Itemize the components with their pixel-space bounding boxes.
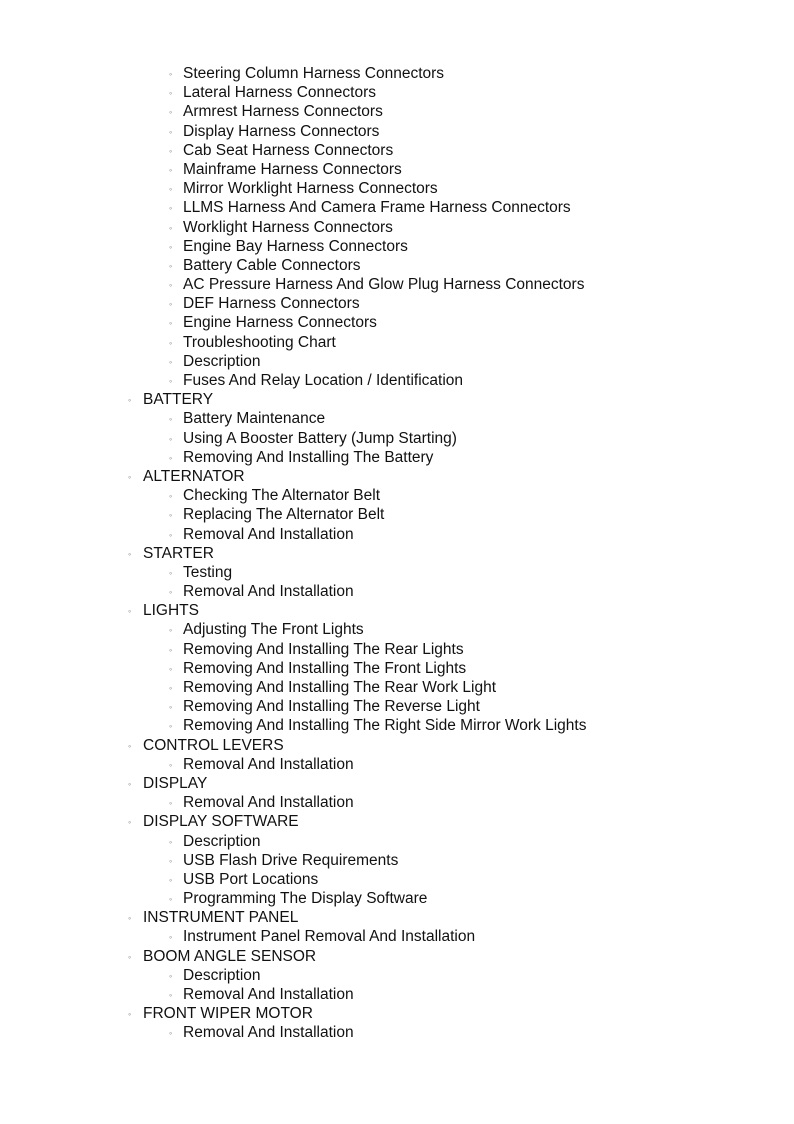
subsection-label: Battery Maintenance — [183, 410, 326, 428]
bullet-circle-icon: ◦ — [169, 970, 173, 981]
subsection-label: Replacing The Alternator Belt — [183, 506, 385, 524]
section-heading-label: BOOM ANGLE SENSOR — [143, 947, 317, 965]
bullet-circle-icon: ◦ — [128, 778, 132, 789]
bullet-circle-icon: ◦ — [128, 951, 132, 962]
bullet-circle-icon: ◦ — [169, 241, 173, 252]
subsection-label: Removing And Installing The Rear Lights — [183, 640, 464, 658]
bullet-circle-icon: ◦ — [169, 625, 173, 636]
subsection-item — [0, 218, 794, 237]
subsection-label: Removing And Installing The Right Side Mirror Work Lights — [183, 717, 587, 735]
subsection-label: Removal And Installation — [183, 794, 354, 812]
section-heading-item — [0, 544, 794, 563]
subsection-item — [0, 793, 794, 812]
subsection-item — [0, 659, 794, 678]
subsection-item — [0, 122, 794, 141]
subsection-item — [0, 851, 794, 870]
subsection-label: Programming The Display Software — [183, 890, 428, 908]
section-heading-item — [0, 947, 794, 966]
bullet-circle-icon: ◦ — [169, 145, 173, 156]
subsection-item — [0, 429, 794, 448]
subsection-item — [0, 1023, 794, 1042]
bullet-circle-icon: ◦ — [169, 337, 173, 348]
subsection-label: Removal And Installation — [183, 525, 354, 543]
subsection-label: Removal And Installation — [183, 986, 354, 1003]
subsection-item — [0, 448, 794, 467]
subsection-label: Removing And Installing The Rear Work Light — [183, 679, 497, 696]
subsection-label: Engine Bay Harness Connectors — [183, 237, 408, 255]
subsection-item — [0, 160, 794, 179]
subsection-item — [0, 102, 794, 121]
bullet-circle-icon: ◦ — [169, 836, 173, 847]
section-heading-item — [0, 812, 794, 831]
section-heading-label: STARTER — [143, 544, 214, 562]
section-heading-label: INSTRUMENT PANEL — [143, 909, 299, 927]
subsection-item — [0, 505, 794, 524]
subsection-item — [0, 294, 794, 313]
section-heading-label: CONTROL LEVERS — [143, 736, 284, 754]
subsection-label: Checking The Alternator Belt — [183, 487, 381, 505]
bullet-circle-icon: ◦ — [169, 376, 173, 386]
bullet-circle-icon: ◦ — [169, 164, 173, 175]
bullet-circle-icon: ◦ — [169, 510, 173, 521]
bullet-circle-icon: ◦ — [169, 491, 173, 502]
section-heading-item — [0, 601, 794, 620]
subsection-label: Removing And Installing The Reverse Light — [183, 698, 480, 716]
subsection-item — [0, 755, 794, 774]
section-heading-label: BATTERY — [143, 391, 214, 409]
bullet-circle-icon: ◦ — [169, 990, 173, 1000]
section-heading-item — [0, 390, 794, 409]
subsection-item — [0, 409, 794, 428]
bullet-circle-icon: ◦ — [169, 318, 173, 329]
bullet-circle-icon: ◦ — [169, 222, 173, 233]
subsection-item — [0, 198, 794, 217]
subsection-label: Using A Booster Battery (Jump Starting) — [183, 429, 457, 447]
subsection-label: AC Pressure Harness And Glow Plug Harness Connectors — [183, 276, 585, 294]
bullet-circle-icon: ◦ — [169, 356, 173, 367]
subsection-item — [0, 640, 794, 659]
bullet-circle-icon: ◦ — [169, 88, 173, 99]
bullet-circle-icon: ◦ — [169, 721, 173, 732]
bullet-circle-icon: ◦ — [169, 69, 173, 79]
bullet-circle-icon: ◦ — [169, 433, 173, 444]
bullet-circle-icon: ◦ — [169, 798, 173, 809]
subsection-label: Armrest Harness Connectors — [183, 103, 383, 121]
bullet-circle-icon: ◦ — [169, 702, 173, 713]
bullet-circle-icon: ◦ — [169, 855, 173, 866]
subsection-item — [0, 985, 794, 1004]
bullet-circle-icon: ◦ — [128, 548, 132, 559]
bullet-circle-icon: ◦ — [169, 260, 173, 271]
subsection-label: Mirror Worklight Harness Connectors — [183, 180, 438, 198]
subsection-item — [0, 582, 794, 601]
subsection-label: LLMS Harness And Camera Frame Harness Connectors — [183, 199, 571, 217]
subsection-label: Description — [183, 352, 261, 370]
bullet-circle-icon: ◦ — [169, 759, 173, 770]
bullet-circle-icon: ◦ — [169, 107, 173, 118]
bullet-circle-icon: ◦ — [169, 299, 173, 310]
section-heading-item — [0, 1004, 794, 1023]
subsection-label: Removal And Installation — [183, 583, 354, 601]
bullet-circle-icon: ◦ — [128, 817, 132, 828]
subsection-label: USB Flash Drive Requirements — [183, 851, 399, 869]
subsection-item — [0, 486, 794, 505]
bullet-circle-icon: ◦ — [169, 932, 173, 943]
section-heading-item — [0, 736, 794, 755]
subsection-label: Description — [183, 966, 261, 984]
bullet-circle-icon: ◦ — [128, 471, 132, 482]
bullet-circle-icon: ◦ — [169, 587, 173, 598]
subsection-item — [0, 371, 794, 390]
bullet-circle-icon: ◦ — [169, 683, 173, 693]
subsection-label: Instrument Panel Removal And Installation — [183, 928, 476, 946]
bullet-circle-icon: ◦ — [169, 1028, 173, 1039]
subsection-label: Mainframe Harness Connectors — [183, 160, 402, 178]
section-heading-item — [0, 908, 794, 927]
subsection-item — [0, 563, 794, 582]
subsection-label: Cab Seat Harness Connectors — [183, 141, 394, 159]
subsection-item — [0, 870, 794, 889]
subsection-label: Adjusting The Front Lights — [183, 621, 364, 639]
subsection-label: Troubleshooting Chart — [183, 333, 336, 351]
subsection-item — [0, 832, 794, 851]
subsection-label: Lateral Harness Connectors — [183, 84, 376, 102]
subsection-item — [0, 889, 794, 908]
subsection-label: Worklight Harness Connectors — [183, 218, 393, 236]
subsection-label: Removing And Installing The Battery — [183, 448, 434, 466]
bullet-circle-icon: ◦ — [169, 663, 173, 674]
subsection-label: Battery Cable Connectors — [183, 256, 361, 274]
bullet-circle-icon: ◦ — [169, 203, 173, 214]
section-heading-item — [0, 774, 794, 793]
bullet-circle-icon: ◦ — [169, 567, 173, 578]
subsection-label: Engine Harness Connectors — [183, 314, 377, 332]
bullet-circle-icon: ◦ — [169, 452, 173, 463]
section-heading-label: DISPLAY — [143, 774, 208, 792]
subsection-label: USB Port Locations — [183, 870, 319, 888]
subsection-item — [0, 966, 794, 985]
subsection-item — [0, 927, 794, 946]
subsection-label: Removal And Installation — [183, 755, 354, 773]
subsection-item — [0, 716, 794, 735]
bullet-circle-icon: ◦ — [169, 280, 173, 291]
subsection-label: Removing And Installing The Front Lights — [183, 659, 467, 677]
subsection-label: Display Harness Connectors — [183, 122, 380, 140]
section-heading-item — [0, 467, 794, 486]
subsection-item — [0, 64, 794, 83]
subsection-item — [0, 141, 794, 160]
bullet-circle-icon: ◦ — [169, 126, 173, 137]
subsection-item — [0, 275, 794, 294]
section-heading-label: LIGHTS — [143, 602, 199, 620]
subsection-label: Fuses And Relay Location / Identification — [183, 372, 464, 389]
subsection-label: Removal And Installation — [183, 1024, 354, 1042]
subsection-item — [0, 313, 794, 332]
subsection-item — [0, 83, 794, 102]
subsection-item — [0, 333, 794, 352]
bullet-circle-icon: ◦ — [169, 874, 173, 885]
subsection-item — [0, 256, 794, 275]
subsection-item — [0, 620, 794, 639]
bullet-circle-icon: ◦ — [169, 529, 173, 540]
subsection-item — [0, 352, 794, 371]
subsection-item — [0, 525, 794, 544]
subsection-label: Description — [183, 832, 261, 850]
bullet-circle-icon: ◦ — [169, 644, 173, 655]
section-heading-label: ALTERNATOR — [143, 467, 245, 485]
toc-list — [0, 64, 794, 1043]
bullet-circle-icon: ◦ — [128, 913, 132, 924]
subsection-item — [0, 678, 794, 697]
bullet-circle-icon: ◦ — [128, 1009, 132, 1020]
section-heading-label: DISPLAY SOFTWARE — [143, 813, 299, 831]
bullet-circle-icon: ◦ — [128, 740, 132, 751]
subsection-item — [0, 237, 794, 256]
bullet-circle-icon: ◦ — [128, 395, 132, 406]
bullet-circle-icon: ◦ — [169, 414, 173, 425]
subsection-item — [0, 697, 794, 716]
subsection-label: DEF Harness Connectors — [183, 295, 360, 313]
subsection-label: Testing — [183, 563, 233, 581]
section-heading-label: FRONT WIPER MOTOR — [143, 1005, 313, 1023]
bullet-circle-icon: ◦ — [169, 184, 173, 195]
bullet-circle-icon: ◦ — [128, 606, 132, 617]
subsection-item — [0, 179, 794, 198]
subsection-label: Steering Column Harness Connectors — [183, 65, 445, 82]
bullet-circle-icon: ◦ — [169, 894, 173, 905]
